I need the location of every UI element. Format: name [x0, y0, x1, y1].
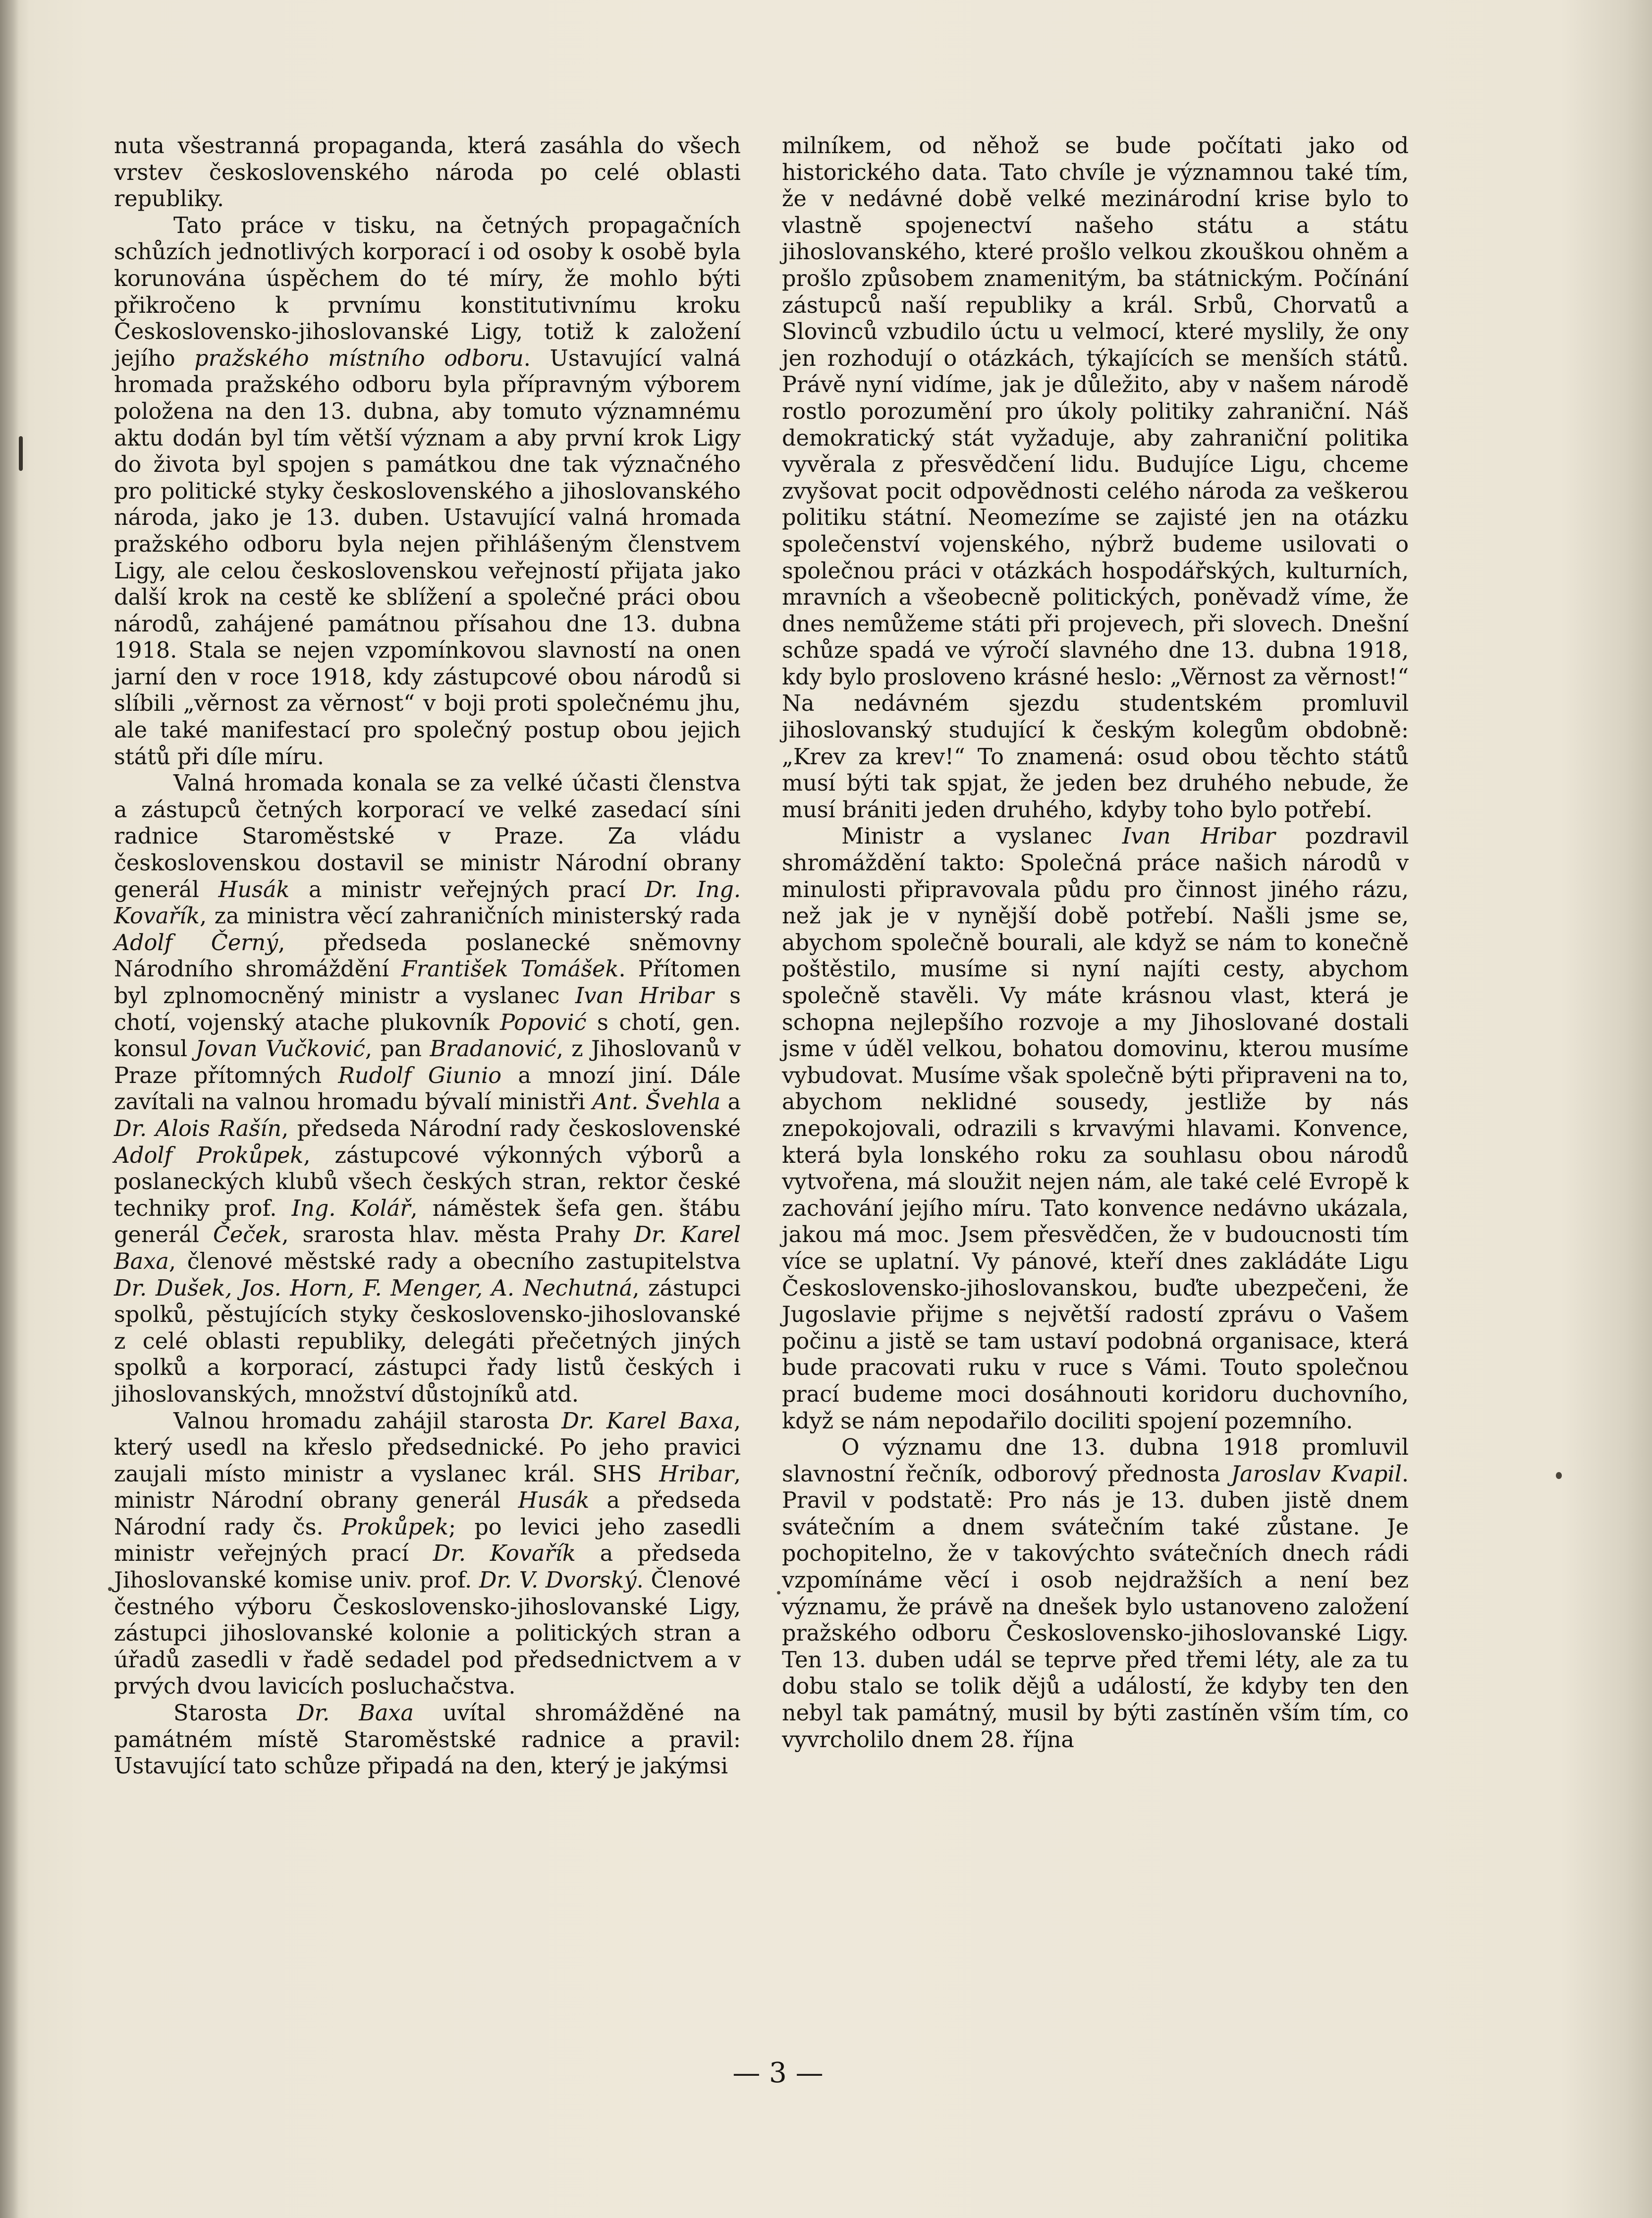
italic-name: Dr. Dušek, Jos. Horn, F. Menger, A. Nechutná	[114, 1275, 633, 1301]
left-column	[114, 133, 741, 1780]
italic-name: Dr. Baxa	[297, 1701, 414, 1726]
binding-edge	[0, 0, 19, 2218]
italic-name: Čeček	[213, 1222, 282, 1248]
paragraph	[782, 133, 1409, 823]
italic-name: Dr. V. Dvorský	[479, 1568, 637, 1593]
text-run: ; po levici jeho zasedli ministr veřejných prací	[114, 1514, 741, 1567]
text-run: a mnozí jiní. Dále zavítali na valnou hromadu bývalí ministři	[114, 1063, 741, 1115]
text-run: Ministr a vyslanec	[841, 824, 1122, 850]
italic-name: Rudolf Giunio	[338, 1063, 502, 1088]
text-run: Starosta	[173, 1701, 297, 1726]
italic-name: Bradanović	[430, 1036, 556, 1062]
right-column	[782, 133, 1409, 1753]
text-run: , členové městské rady a obecního zastupitelstva	[168, 1249, 741, 1274]
text-run: a	[720, 1089, 741, 1115]
text-run: . Přítomen byl zplnomocněný ministr a vyslanec	[114, 957, 741, 1009]
italic-name: Ant. Švehla	[592, 1089, 721, 1115]
text-run: Tato práce v tisku, na četných propagačních schůzích jednotlivých korporací i od osoby k osobě byla korunována úspěchem do té míry, že mohlo býti přikročeno k prvnímu konstitutivnímu kroku Československo-jihoslovanské Ligy, totiž k založení jejího	[114, 213, 741, 371]
italic-name: pražského místního odboru	[194, 345, 524, 371]
italic-name: Prokůpek	[341, 1514, 449, 1540]
text-run: , zástupci spolků, pěstujících styky československo-jihoslovanské z celé oblasti republiky, delegáti přečetných jiných spolků a korporací, zástupci řady listů českých i jihoslovanských, množství důstojníků atd.	[114, 1275, 741, 1407]
italic-name: Ivan Hribar	[575, 983, 714, 1009]
italic-name: Dr. Kovařík	[433, 1541, 576, 1567]
text-run: Valná hromada konala se za velké účasti členstva a zástupců četných korporací ve velké zasedací síni radnice Staroměstské v Praze. Za vládu československou dostavil se ministr Národní obrany generál	[114, 771, 741, 903]
text-run: a předseda Jihoslovanské komise univ. prof.	[114, 1541, 741, 1593]
paragraph	[114, 213, 741, 770]
paragraph	[782, 1434, 1409, 1753]
text-run: Valnou hromadu zahájil starosta	[173, 1408, 562, 1434]
paragraph	[114, 770, 741, 1408]
text-run: a předseda Národní rady čs.	[114, 1488, 741, 1540]
ink-speck	[108, 1587, 112, 1591]
paragraph	[782, 823, 1409, 1434]
text-run: , ministr Národní obrany generál	[114, 1461, 741, 1514]
text-run: , srarosta hlav. města Prahy	[281, 1222, 634, 1248]
italic-name: František Tomášek	[401, 957, 619, 982]
text-run: , předseda poslanecké sněmovny Národního shromáždění	[114, 930, 741, 982]
text-run: O významu dne 13. dubna 1918 promluvil slavnostní řečník, odborový přednosta	[782, 1435, 1409, 1487]
text-run: , pan	[365, 1036, 430, 1062]
margin-mark	[19, 436, 23, 471]
italic-name: Popović	[500, 1010, 587, 1035]
text-run: , zástupcové výkonných výborů a poslaneckých klubů všech českých stran, rektor české techniky prof.	[114, 1142, 741, 1221]
text-run: pozdravil shromáždění takto: Společná práce našich národů v minulosti připravovala půdu pro činnost jiného rázu, než jak je v nynější době potřebí. Našli jsme se, abychom společně bourali, ale když se nám to konečně poštěstilo, musíme si nyní najíti cesty, abychom společně stavěli. Vy máte krásnou vlast, která je schopna nejlepšího rozvoje a my Jihoslované dostali jsme v úděl velkou, bohatou domovinu, kterou musíme vybudovat. Musíme však společně býti připraveni na to, abychom neklidné sousedy, jestliže by nás znepokojovali, odrazili s krvavými hlavami. Konvence, která byla lonského roku za souhlasu obou národů vytvořena, má sloužit nejen nám, ale také celé Evropě k zachování jejího míru. Tato konvence nedávno ukázala, jakou má moc. Jsem přesvědčen, že v budoucnosti tím více se uplatní. Vy pánové, kteří dnes zakládáte Ligu Československo-jihoslovanskou, buďte ubezpečeni, že Jugoslavie přijme s největší radostí zprávu o Vašem počinu a jistě se tam ustaví podobná organisace, která bude pracovati ruku v ruce s Vámi. Touto společnou prací budeme moci dosáhnouti koridoru duchovního, když se nám nepodařilo dociliti spojení pozemního.	[782, 824, 1409, 1434]
paragraph	[114, 1700, 741, 1780]
italic-name: Jaroslav Kvapil	[1231, 1461, 1402, 1487]
text-run: a ministr veřejných prací	[289, 877, 645, 903]
italic-name: Ing. Kolář	[291, 1195, 411, 1221]
ink-speck	[1556, 1472, 1562, 1479]
italic-name: Husák	[518, 1488, 590, 1514]
italic-name: Dr. Alois Rašín	[114, 1116, 282, 1141]
italic-name: Dr. Ing. Kovařík	[114, 877, 741, 929]
italic-name: Hribar	[659, 1461, 734, 1487]
text-run: , předseda Národní rady československé	[281, 1116, 741, 1141]
text-run: , z Jihoslovanů v Praze přítomných	[114, 1036, 741, 1088]
italic-name: Jovan Vučković	[195, 1036, 365, 1062]
italic-name: Ivan Hribar	[1122, 824, 1275, 850]
text-run: nuta všestranná propaganda, která zasáhla do všech vrstev československého národa po celé oblasti republiky.	[114, 133, 741, 212]
text-run: . Pravil v podstatě: Pro nás je 13. duben jistě dnem svátečním a dnem svátečním také zůstane. Je pochopitelno, že v takovýchto svátečních dnech rádi vzpomínáme věcí i osob nejdražších a není bez významu, že právě na dnešek bylo ustanoveno založení pražského odboru Československo-jihoslovanské Ligy. Ten 13. duben udál se teprve před třemi léty, ale za tu dobu stalo se tolik dějů a událostí, že kdyby ten den nebyl tak památný, musil by býti zastíněn vším tím, co vyvrcholilo dnem 28. října	[782, 1461, 1409, 1753]
page-number: — 3 —	[732, 2057, 824, 2089]
ink-speck	[777, 1591, 780, 1594]
italic-name: Dr. Karel Baxa	[561, 1408, 734, 1434]
text-run: s chotí, vojenský atache plukovník	[114, 983, 741, 1035]
text-run: . Ustavující valná hromada pražského odboru byla přípravným výborem položena na den 13. dubna, aby tomuto významnému aktu dodán byl tím větší význam a aby první krok Ligy do života byl spojen s památkou dne tak význačného pro politické styky československého a jihoslovanského národa, jako je 13. duben. Ustavující valná hromada pražského odboru byla nejen přihlášeným členstvem Ligy, ale celou československou veřejností přijata jako další krok na cestě ke sblížení a společné práci obou národů, zahájené památnou přísahou dne 13. dubna 1918. Stala se nejen vzpomínkovou slavností na onen jarní den v roce 1918, kdy zástupcové obou národů si slíbili „věrnost za věrnost“ v boji proti společnému jhu, ale také manifestací pro společný postup obou jejich států při díle míru.	[114, 345, 741, 770]
text-run: uvítal shromážděné na památném místě Staroměstské radnice a pravil: Ustavující tato schůze připadá na den, který je jakýmsi	[114, 1701, 741, 1779]
italic-name: Dr. Karel Baxa	[114, 1222, 741, 1274]
text-run: , který usedl na křeslo předsednické. Po jeho pravici zaujali místo ministr a vyslanec král. SHS	[114, 1408, 741, 1487]
text-run: , za ministra věcí zahraničních ministerský rada	[199, 904, 741, 929]
italic-name: Adolf Černý	[114, 930, 278, 956]
text-run: s chotí, gen. konsul	[114, 1010, 741, 1062]
text-run: , náměstek šefa gen. štábu generál	[114, 1195, 741, 1248]
paragraph	[114, 1408, 741, 1701]
text-run: . Členové čestného výboru Československo-jihoslovanské Ligy, zástupci jihoslovanské kolonie a politických stran a úřadů zasedli v řadě sedadel pod předsednictvem a v prvých dvou lavicích posluchačstva.	[114, 1568, 741, 1700]
italic-name: Adolf Prokůpek	[114, 1142, 304, 1168]
italic-name: Husák	[218, 877, 290, 903]
paragraph	[114, 133, 741, 213]
text-run: milníkem, od něhož se bude počítati jako od historického data. Tato chvíle je významnou také tím, že v nedávné době velké mezinárodní krise bylo to vlastně spojenectví našeho státu a státu jihoslovanského, které prošlo velkou zkouškou ohněm a prošlo způsobem znamenitým, ba státnickým. Počínání zástupců naší republiky a král. Srbů, Chorvatů a Slovinců vzbudilo úctu u velmocí, které myslily, že ony jen rozhodují o otázkách, týkajících se menších států. Právě nyní vidíme, jak je důležito, aby v našem národě rostlo porozumění pro úkoly politiky zahraniční. Náš demokratický stát vyžaduje, aby zahraniční politika vyvěrala z přesvědčení lidu. Budujíce Ligu, chceme zvyšovat pocit odpovědnosti celého národa za veškerou politiku státní. Neomezíme se zajisté jen na otázku společenství vojenského, nýbrž budeme usilovati o společnou práci v otázkách hospodářských, kulturních, mravních a všeobecně politických, poněvadž víme, že dnes nemůžeme státi při projevech, při slovech. Dnešní schůze spadá ve výročí slavného dne 13. dubna 1918, kdy bylo prosloveno krásné heslo: „Věrnost za věrnost!“ Na nedávném sjezdu studentském promluvil jihoslovanský studující k českým kolegům obdobně: „Krev za krev!“ To znamená: osud obou těchto států musí býti tak spjat, že jeden bez druhého nebude, že musí brániti jeden druhého, kdyby toho bylo potřebí.	[782, 133, 1409, 823]
